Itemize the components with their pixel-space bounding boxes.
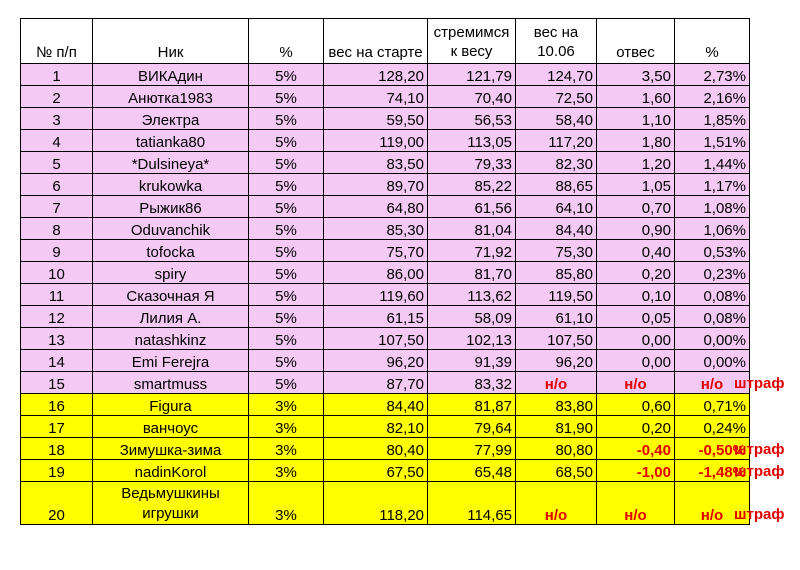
- cell-target-weight: 58,09: [428, 306, 516, 328]
- cell-nick: natashkinz: [93, 328, 249, 350]
- cell-pct: 5%: [249, 196, 324, 218]
- cell-loss: 1,05: [597, 174, 675, 196]
- cell-loss-pct: 1,44%: [675, 152, 750, 174]
- cell-loss: -0,40: [597, 438, 675, 460]
- cell-loss: н/о: [597, 372, 675, 394]
- cell-target-weight: 81,70: [428, 262, 516, 284]
- cell-loss-pct: 1,08%: [675, 196, 750, 218]
- table-row: [21, 460, 750, 482]
- cell-loss-pct: 0,08%: [675, 306, 750, 328]
- cell-current-weight: 80,80: [516, 438, 597, 460]
- cell-start-weight: 64,80: [324, 196, 428, 218]
- cell-current-weight: 88,65: [516, 174, 597, 196]
- table-row: [21, 438, 750, 460]
- cell-current-weight: 61,10: [516, 306, 597, 328]
- cell-num: 9: [21, 240, 93, 262]
- cell-pct: 5%: [249, 174, 324, 196]
- cell-nick: *Dulsineya*: [93, 152, 249, 174]
- cell-pct: 5%: [249, 218, 324, 240]
- table-row: [21, 394, 750, 416]
- cell-loss: 1,60: [597, 86, 675, 108]
- cell-target-weight: 114,65: [428, 482, 516, 525]
- header-loss: отвес: [597, 19, 675, 64]
- cell-num: 3: [21, 108, 93, 130]
- cell-loss: 0,00: [597, 350, 675, 372]
- cell-loss-pct: н/о: [675, 482, 750, 525]
- cell-current-weight: 58,40: [516, 108, 597, 130]
- cell-num: 1: [21, 64, 93, 86]
- header-target-weight: стремимся к весу: [428, 19, 516, 64]
- cell-start-weight: 118,20: [324, 482, 428, 525]
- table-row: [21, 196, 750, 218]
- cell-start-weight: 67,50: [324, 460, 428, 482]
- cell-loss-pct: 0,00%: [675, 328, 750, 350]
- cell-start-weight: 87,70: [324, 372, 428, 394]
- cell-nick: smartmuss: [93, 372, 249, 394]
- cell-nick: Ведьмушкины игрушки: [93, 482, 249, 525]
- cell-num: 2: [21, 86, 93, 108]
- cell-target-weight: 70,40: [428, 86, 516, 108]
- cell-target-weight: 113,62: [428, 284, 516, 306]
- cell-pct: 5%: [249, 284, 324, 306]
- table-row: [21, 416, 750, 438]
- cell-target-weight: 61,56: [428, 196, 516, 218]
- cell-target-weight: 102,13: [428, 328, 516, 350]
- cell-nick: ванчоус: [93, 416, 249, 438]
- cell-target-weight: 71,92: [428, 240, 516, 262]
- cell-current-weight: 81,90: [516, 416, 597, 438]
- cell-target-weight: 81,04: [428, 218, 516, 240]
- cell-current-weight: 124,70: [516, 64, 597, 86]
- cell-pct: 3%: [249, 482, 324, 525]
- cell-start-weight: 74,10: [324, 86, 428, 108]
- cell-pct: 5%: [249, 262, 324, 284]
- cell-nick: Oduvanchik: [93, 218, 249, 240]
- cell-nick: Анютка1983: [93, 86, 249, 108]
- header-pct: %: [249, 19, 324, 64]
- table-row: [21, 284, 750, 306]
- weight-table: [20, 18, 750, 525]
- cell-pct: 5%: [249, 372, 324, 394]
- header-loss-pct: %: [675, 19, 750, 64]
- cell-pct: 5%: [249, 306, 324, 328]
- cell-nick: ВИКАдин: [93, 64, 249, 86]
- cell-nick: Зимушка-зима: [93, 438, 249, 460]
- cell-num: 5: [21, 152, 93, 174]
- penalty-note: штраф: [734, 462, 785, 480]
- cell-loss: 1,10: [597, 108, 675, 130]
- cell-num: 15: [21, 372, 93, 394]
- cell-loss-pct: 1,85%: [675, 108, 750, 130]
- cell-current-weight: 85,80: [516, 262, 597, 284]
- cell-loss: 0,00: [597, 328, 675, 350]
- cell-nick: krukowka: [93, 174, 249, 196]
- table-row: [21, 130, 750, 152]
- cell-start-weight: 75,70: [324, 240, 428, 262]
- cell-loss: 0,20: [597, 416, 675, 438]
- cell-loss: 3,50: [597, 64, 675, 86]
- cell-start-weight: 85,30: [324, 218, 428, 240]
- cell-pct: 5%: [249, 64, 324, 86]
- cell-num: 14: [21, 350, 93, 372]
- cell-current-weight: 119,50: [516, 284, 597, 306]
- cell-num: 11: [21, 284, 93, 306]
- cell-start-weight: 82,10: [324, 416, 428, 438]
- cell-start-weight: 128,20: [324, 64, 428, 86]
- cell-target-weight: 121,79: [428, 64, 516, 86]
- penalty-note: штраф: [734, 374, 785, 392]
- cell-start-weight: 61,15: [324, 306, 428, 328]
- cell-nick: Электра: [93, 108, 249, 130]
- penalty-note: штраф: [734, 505, 785, 523]
- table-row: [21, 306, 750, 328]
- table-row: [21, 218, 750, 240]
- cell-loss-pct: 2,16%: [675, 86, 750, 108]
- cell-pct: 5%: [249, 108, 324, 130]
- cell-target-weight: 79,33: [428, 152, 516, 174]
- cell-num: 18: [21, 438, 93, 460]
- cell-pct: 5%: [249, 130, 324, 152]
- table-row: [21, 240, 750, 262]
- cell-start-weight: 83,50: [324, 152, 428, 174]
- cell-loss-pct: 0,00%: [675, 350, 750, 372]
- cell-nick: Лилия А.: [93, 306, 249, 328]
- cell-num: 7: [21, 196, 93, 218]
- table-row: [21, 108, 750, 130]
- cell-pct: 3%: [249, 416, 324, 438]
- cell-start-weight: 84,40: [324, 394, 428, 416]
- table-row: [21, 482, 750, 525]
- cell-num: 10: [21, 262, 93, 284]
- cell-pct: 5%: [249, 86, 324, 108]
- cell-current-weight: 83,80: [516, 394, 597, 416]
- table-row: [21, 372, 750, 394]
- cell-nick: Сказочная Я: [93, 284, 249, 306]
- cell-loss: 0,90: [597, 218, 675, 240]
- cell-current-weight: 68,50: [516, 460, 597, 482]
- cell-num: 13: [21, 328, 93, 350]
- cell-start-weight: 119,00: [324, 130, 428, 152]
- cell-num: 12: [21, 306, 93, 328]
- header-nick: Ник: [93, 19, 249, 64]
- cell-current-weight: н/о: [516, 482, 597, 525]
- cell-nick: Рыжик86: [93, 196, 249, 218]
- cell-loss-pct: 0,53%: [675, 240, 750, 262]
- header-start-weight: вес на старте: [324, 19, 428, 64]
- cell-loss: 0,05: [597, 306, 675, 328]
- cell-pct: 5%: [249, 350, 324, 372]
- cell-loss-pct: 0,24%: [675, 416, 750, 438]
- cell-current-weight: н/о: [516, 372, 597, 394]
- cell-nick: tofocka: [93, 240, 249, 262]
- header-current-weight: вес на 10.06: [516, 19, 597, 64]
- cell-num: 8: [21, 218, 93, 240]
- header-row: [21, 19, 750, 64]
- cell-target-weight: 65,48: [428, 460, 516, 482]
- table-row: [21, 328, 750, 350]
- cell-num: 6: [21, 174, 93, 196]
- cell-target-weight: 85,22: [428, 174, 516, 196]
- cell-nick: tatianka80: [93, 130, 249, 152]
- cell-num: 19: [21, 460, 93, 482]
- cell-loss-pct: 0,08%: [675, 284, 750, 306]
- cell-loss-pct: 1,51%: [675, 130, 750, 152]
- cell-loss-pct: 1,17%: [675, 174, 750, 196]
- cell-start-weight: 59,50: [324, 108, 428, 130]
- cell-loss: 0,70: [597, 196, 675, 218]
- cell-start-weight: 96,20: [324, 350, 428, 372]
- cell-pct: 3%: [249, 438, 324, 460]
- cell-target-weight: 81,87: [428, 394, 516, 416]
- cell-num: 17: [21, 416, 93, 438]
- cell-pct: 3%: [249, 460, 324, 482]
- cell-loss-pct: н/о: [675, 372, 750, 394]
- cell-target-weight: 56,53: [428, 108, 516, 130]
- penalty-note: штраф: [734, 440, 785, 458]
- cell-target-weight: 77,99: [428, 438, 516, 460]
- table-row: [21, 152, 750, 174]
- cell-loss: -1,00: [597, 460, 675, 482]
- cell-pct: 5%: [249, 328, 324, 350]
- cell-loss: 1,20: [597, 152, 675, 174]
- cell-loss-pct: 0,71%: [675, 394, 750, 416]
- cell-loss-pct: 1,06%: [675, 218, 750, 240]
- cell-target-weight: 79,64: [428, 416, 516, 438]
- header-num: № п/п: [21, 19, 93, 64]
- cell-pct: 5%: [249, 240, 324, 262]
- cell-loss-pct: 0,23%: [675, 262, 750, 284]
- cell-pct: 5%: [249, 152, 324, 174]
- table-row: [21, 64, 750, 86]
- cell-loss: 0,20: [597, 262, 675, 284]
- cell-current-weight: 96,20: [516, 350, 597, 372]
- cell-start-weight: 107,50: [324, 328, 428, 350]
- cell-loss: н/о: [597, 482, 675, 525]
- cell-nick: Emi Ferejra: [93, 350, 249, 372]
- cell-num: 16: [21, 394, 93, 416]
- cell-loss: 0,40: [597, 240, 675, 262]
- cell-current-weight: 107,50: [516, 328, 597, 350]
- cell-nick: nadinKorol: [93, 460, 249, 482]
- cell-loss-pct: -0,50%: [675, 438, 750, 460]
- cell-loss-pct: 2,73%: [675, 64, 750, 86]
- cell-current-weight: 72,50: [516, 86, 597, 108]
- cell-nick: Figura: [93, 394, 249, 416]
- table-row: [21, 86, 750, 108]
- cell-current-weight: 75,30: [516, 240, 597, 262]
- cell-current-weight: 82,30: [516, 152, 597, 174]
- cell-start-weight: 86,00: [324, 262, 428, 284]
- cell-start-weight: 119,60: [324, 284, 428, 306]
- cell-pct: 3%: [249, 394, 324, 416]
- table-row: [21, 174, 750, 196]
- cell-current-weight: 84,40: [516, 218, 597, 240]
- table-row: [21, 262, 750, 284]
- cell-loss-pct: -1,48%: [675, 460, 750, 482]
- cell-loss: 0,60: [597, 394, 675, 416]
- cell-loss: 0,10: [597, 284, 675, 306]
- cell-start-weight: 89,70: [324, 174, 428, 196]
- cell-loss: 1,80: [597, 130, 675, 152]
- cell-current-weight: 64,10: [516, 196, 597, 218]
- cell-target-weight: 83,32: [428, 372, 516, 394]
- cell-current-weight: 117,20: [516, 130, 597, 152]
- cell-num: 20: [21, 482, 93, 525]
- cell-num: 4: [21, 130, 93, 152]
- cell-target-weight: 113,05: [428, 130, 516, 152]
- cell-target-weight: 91,39: [428, 350, 516, 372]
- cell-start-weight: 80,40: [324, 438, 428, 460]
- cell-nick: spiry: [93, 262, 249, 284]
- table-row: [21, 350, 750, 372]
